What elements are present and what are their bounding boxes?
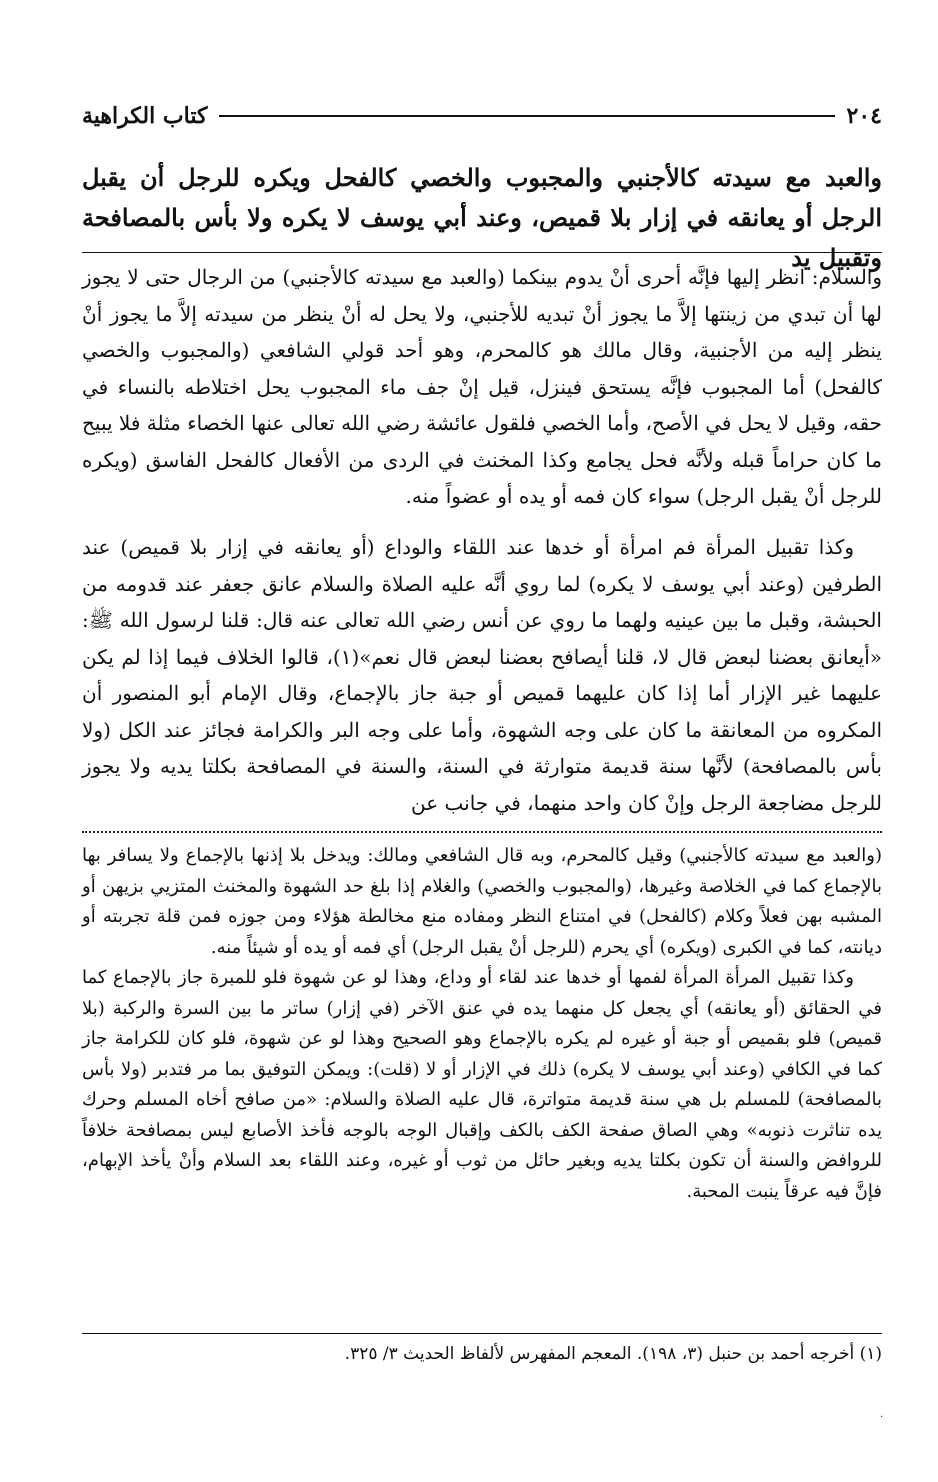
commentary-block-2 bbox=[82, 529, 882, 821]
main-text-divider bbox=[82, 252, 882, 253]
book-page bbox=[82, 96, 882, 1368]
marginal-commentary bbox=[82, 841, 882, 1317]
footnote: (١) أخرجه أحمد بن حنبل (٣، ١٩٨). المعجم المفهرس لألفاظ الحديث ٣/ ٣٢٥. bbox=[344, 1344, 882, 1364]
book-title: كتاب الكراهية bbox=[82, 103, 208, 129]
main-text: والعبد مع سيدته كالأجنبي والمجبوب والخصي كالفحل ويكره للرجل أن يقبل الرجل أو يعانقه في إزار بلا قميص، وعند أبي يوسف لا يكره ولا بأس بالمصافحة وتقبيل يد bbox=[82, 163, 882, 272]
page-number: ٢٠٤ bbox=[846, 103, 882, 129]
commentary-paragraph: وكذا تقبيل المرأة فم امرأة أو خدها عند اللقاء والوداع (أو يعانقه في إزار بلا قميص) عند الطرفين (وعند أبي يوسف لا يكره) لما روي أنَّه عليه الصلاة والسلام عانق جعفر عند قدومه من الحبشة، وقبل ما بين عينيه ولهما ما روي عن أنس رضي الله تعالى عنه قال: قلنا لرسول الله ﷺ: «أيعانق بعضنا لبعض قال لا، قلنا أيصافح بعضنا لبعض قال نعم»(١)، قالوا الخلاف فيما إذا لم يكن عليهما غير الإزار أما إذا كان عليهما قميص أو جبة جاز بالإجماع، وقال الإمام أبو المنصور أن المكروه من المعانقة ما كان على وجه الشهوة، وأما على وجه البر والكرامة فجائز عند الكل (ولا بأس بالمصافحة) لأنَّها سنة قديمة متوارثة في السنة، والسنة في المصافحة بكلتا يديه ولا يجوز للرجل مضاجعة الرجل وإنْ كان واحد منهما، في جانب عن bbox=[82, 535, 882, 815]
page-header bbox=[82, 96, 882, 136]
scan-speck: · bbox=[880, 1412, 884, 1423]
footnote-divider bbox=[82, 1333, 882, 1334]
dotted-divider bbox=[82, 831, 882, 833]
commentary-block-1 bbox=[82, 259, 882, 515]
marginal-paragraph: وكذا تقبيل المرأة المرأة لفمها أو خدها عند لقاء أو وداع، وهذا لو عن شهوة فلو للمبرة جاز بالإجماع كما في الحقائق (أو يعانقه) أي يجعل كل منهما يده في عنق الآخر (في إزار) ساتر ما بين السرة والركبة (بلا قميص) فلو بقميص أو جبة أو غيره لم يكره بالإجماع وهو الصحيح وهذا لو عن شهوة، فلو كان للكرامة جاز كما في الكافي (وعند أبي يوسف لا يكره) ذلك في الإزار أو لا (قلت): ويمكن التوفيق بما مر فتدبر (ولا بأس بالمصافحة) للمسلم بل هي سنة قديمة متواترة، قال عليه الصلاة والسلام: «من صافح أخاه المسلم وحرك يده تناثرت ذنوبه» وهي الصاق صفحة الكف بالكف وإقبال الوجه بالوجه فأخذ الأصابع ليس بمصافحة خلافاً للروافض والسنة أن تكون بكلتا يديه وبغير حائل من ثوب أو غيره، وعند اللقاء بعد السلام وأنْ يأخذ الإبهام، فإنَّ فيه عرقاً ينبت المحبة. bbox=[82, 967, 882, 1202]
marginal-paragraph: (والعبد مع سيدته كالأجنبي) وقيل كالمحرم، وبه قال الشافعي ومالك: ويدخل بلا إذنها بالإجماع ولا يسافر بها بالإجماع كما في الخلاصة وغيرها، (والمجبوب والخصي) والغلام إذا بلغ حد الشهوة والمخنث المتزيي بزيهن أو المشبه بهن فعلاً وكلام (كالفحل) في امتناع النظر ومفاده منع مخالطة هؤلاء ومن جوزه فمن قلة تجربته أو ديانته، كما في الكبرى (ويكره) أي يحرم (للرجل أنْ يقبل الرجل) أي فمه أو يده أو شيئاً منه. bbox=[82, 845, 882, 958]
header-rule bbox=[219, 115, 834, 117]
commentary-paragraph: والسلام: انظر إليها فإنَّه أحرى أنْ يدوم بينكما (والعبد مع سيدته كالأجنبي) من الرجال حتى لا يجوز لها أن تبدي من زينتها إلاَّ ما يجوز أنْ تبديه للأجنبي، ولا يحل له أنْ ينظر من سيدته إلاَّ ما يجوز أنْ ينظر إليه من الأجنبية، وقال مالك هو كالمحرم، وهو أحد قولي الشافعي (والمجبوب والخصي كالفحل) أما المجبوب فإنَّه يستحق فينزل، قيل إنْ جف ماء المجبوب يحل اختلاطه بالنساء في حقه، وقيل لا يحل في الأصح، وأما الخصي فلقول عائشة رضي الله تعالى عنها الخصاء مثلة فلا يبيح ما كان حراماً قبله ولأنَّه فحل يجامع وكذا المخنث في الردى من الأفعال كالفحل الفاسق (ويكره للرجل أنْ يقبل الرجل) سواء كان فمه أو يده أو عضواً منه. bbox=[82, 265, 883, 508]
